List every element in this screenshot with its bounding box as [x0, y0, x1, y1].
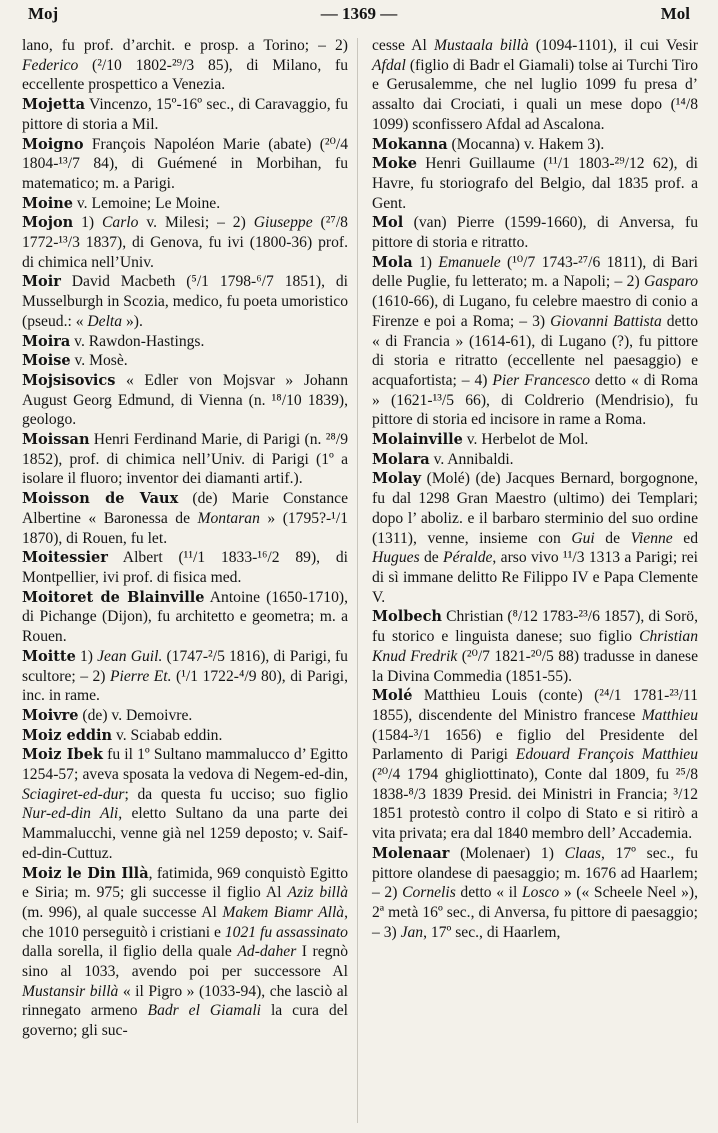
dictionary-entry — [372, 450, 698, 470]
left-column — [22, 36, 348, 1041]
entry-headword: Mol — [372, 214, 404, 232]
entry-text: , 17º sec., fu pittore olandese di paesaggio; m. 1676 ad Haarlem; – 2) — [372, 844, 698, 902]
column-divider — [357, 38, 358, 1123]
entry-text: , eletto Sultano da una parte dei Mammalucchi, venne già nel 1259 deposto; v. Saif-ed-din-Cuttuz. — [22, 805, 348, 862]
entry-text: (²⁷/8 1772-¹³/3 1837), di Genova, fu ivi (1800-36) prof. di chimica nell’Univ. — [22, 214, 348, 271]
entry-text: detto « di Roma » (1621-¹³/5 66), di Coldrerio (Mendrisio), fu pittore di storia ed incisore in rame a Roma. — [372, 371, 699, 429]
entry-text: lano, fu prof. d’archit. e prosp. a Torino; – 2) — [22, 37, 348, 54]
entry-italic-text: Aziz billà — [287, 884, 349, 902]
entry-italic-text: Makem Biamr Allà — [222, 903, 345, 921]
entry-text: (1610-66), di Lugano, fu celebre maestro di conio a Firenze e poi a Roma; – 3) — [372, 293, 698, 330]
entry-text: v. Milesi; – 2) — [138, 214, 254, 232]
dictionary-entry — [22, 95, 348, 134]
entry-italic-text: Mustansir billà — [22, 982, 119, 1000]
entry-text: v. Lemoine; Le Moine. — [73, 194, 221, 212]
entry-italic-text: Vienne — [630, 529, 673, 547]
entry-text: (Mocanna) v. Hakem 3). — [447, 135, 605, 153]
entry-text: François Napoléon Marie (abate) (²⁰/4 1804-¹³/7 84), di Guémené in Morbihan, fu matematico; m. a Parigi. — [22, 135, 348, 192]
entry-headword: Moise — [22, 352, 71, 370]
entry-text: ; da questa fu ucciso; suo figlio — [124, 785, 348, 803]
page-number: — 1369 — — [320, 4, 398, 23]
entry-headword: Moiz le Din Illà — [22, 864, 149, 882]
entry-headword: Mola — [372, 253, 413, 271]
entry-text: 1) — [75, 647, 98, 665]
entry-italic-text: Emanuele — [438, 253, 501, 271]
entry-headword: Moitte — [22, 647, 76, 665]
dictionary-entry — [372, 430, 698, 450]
entry-text: Antoine (1650-1710), di Pichange (Dijon), fu architetto e geometra; m. a Rouen. — [22, 588, 348, 646]
entry-text: de — [594, 529, 631, 547]
entry-text: fu il 1º Sultano mammalucco d’ Egitto 1254-57; aveva sposata la vedova di Negem-ed-din, — [22, 746, 348, 784]
dictionary-entry — [22, 489, 348, 548]
dictionary-entry — [22, 726, 348, 746]
entry-headword: Molara — [372, 450, 430, 468]
entry-italic-text: Cornelis — [402, 884, 456, 902]
dictionary-entry — [22, 647, 348, 706]
entry-italic-text: Péralde — [443, 549, 493, 567]
entry-italic-text: Afdal — [372, 56, 406, 74]
entry-text: David Macbeth (⁵/1 1798-⁶/7 1851), di Musselburgh in Scozia, medico, fu poeta umoristico (pseud.: « — [22, 273, 348, 330]
entry-text: Henri Ferdinand Marie, di Parigi (n. ²⁸/9 1852), prof. di chimica nell’Univ. di Parigi (1º a isolare il fluoro; inventor dei diamanti artif.). — [22, 431, 348, 488]
entry-italic-text: Sciagiret-ed-dur — [22, 785, 125, 803]
dictionary-entry — [22, 213, 348, 272]
entry-italic-text: Gasparo — [643, 273, 698, 291]
entry-italic-text: Ad-daher — [237, 943, 297, 961]
page-header — [14, 4, 704, 28]
entry-text: (¹/1 1722-⁴/9 80), di Parigi, inc. in rame. — [22, 667, 348, 705]
entry-headword: Molainville — [372, 431, 463, 449]
entry-text: (²⁰/4 1794 ghigliottinato), Conte dal 1809, fu ²⁵/8 1838-⁸/3 1839 Presid. dei Ministri in Francia; ³/12 1851 protestò contro il colpo di Stato e si ritirò a vita privata; era dal 1840 membro dell’ Accademia. — [372, 766, 698, 843]
entry-headword: Mojsisovics — [22, 371, 116, 389]
right-column — [372, 36, 698, 942]
dictionary-entry — [22, 371, 348, 430]
entry-text: , che 1010 perseguitò i cristiani e — [22, 903, 348, 941]
entry-headword: Mojetta — [22, 96, 85, 114]
entry-italic-text: 1021 fu assassinato — [224, 923, 348, 941]
entry-text: Albert (¹¹/1 1833-¹⁶/2 89), di Montpellier, ivi prof. di fisica med. — [22, 549, 348, 586]
entry-text: (figlio di Badr el Giamali) tolse ai Turchi Tiro e Gerusalemme, che nel luglio 1099 fu presa d’ assalto dai Crociati, i quali un mese dopo (¹⁴/8 1099) sconfissero Afdal ad Ascalona. — [372, 56, 698, 133]
dictionary-entry — [22, 745, 348, 863]
dictionary-entry — [22, 588, 348, 647]
dictionary-entry — [372, 686, 698, 844]
entry-text: « il Pigro » (1033-94), che lasciò al rinnegato armeno — [22, 982, 348, 1020]
entry-text: 1) — [412, 253, 439, 271]
entry-italic-text: Pierre Et. — [110, 667, 172, 685]
entry-text: (de) v. Demoivre. — [78, 706, 193, 724]
entry-italic-text: Giuseppe — [253, 214, 313, 232]
dictionary-entry — [372, 154, 698, 213]
entry-headword: Moivre — [22, 706, 79, 724]
entry-italic-text: Badr el Giamali — [147, 1002, 261, 1020]
entry-italic-text: Edouard François Matthieu — [515, 746, 698, 764]
entry-headword: Moine — [22, 194, 73, 212]
entry-text: Henri Guillaume (¹¹/1 1803-²⁹/12 62), di Havre, fu storiografo del Belgio, dal 1835 prof. a Gent. — [372, 155, 698, 212]
entry-text: , fatimida, 969 conquistò Egitto e Siria; m. 975; gli successe il figlio Al — [22, 864, 348, 902]
dictionary-entry — [22, 36, 348, 95]
entry-text: v. Sciabab eddin. — [112, 726, 223, 744]
entry-text: (¹⁰/7 1743-²⁷/6 1811), di Bari delle Puglie, fu letterato; m. a Napoli; – 2) — [372, 253, 698, 291]
entry-text: cesse Al — [372, 37, 434, 54]
entry-text: , arso vivo ¹¹/3 1313 a Parigi; rei di sì immane delitto Re Filippo IV e Papa Clemente V. — [372, 549, 698, 606]
entry-text: detto « il — [455, 884, 522, 902]
entry-italic-text: Nur-ed-din Ali — [22, 805, 119, 823]
entry-text: v. Mosè. — [70, 352, 128, 370]
entry-text: de — [419, 549, 444, 567]
header-right-guideword: Mol — [660, 4, 690, 23]
entry-headword: Molay — [372, 470, 422, 488]
entry-headword: Mojon — [22, 214, 74, 232]
dictionary-entry — [22, 864, 348, 1041]
dictionary-entry — [22, 548, 348, 587]
dictionary-entry — [22, 194, 348, 214]
dictionary-entry — [372, 135, 698, 155]
entry-italic-text: Christian Knud Fredrik — [372, 628, 698, 665]
entry-italic-text: Giovanni Battista — [550, 312, 662, 330]
entry-text: detto « di Francia » (1614-61), di Lugano (?), fu pittore di storia e ritratto (eccellente nel paesaggio) e acquafortista; – 4) — [372, 312, 698, 389]
entry-headword: Molé — [372, 687, 413, 705]
entry-headword: Moir — [22, 273, 61, 291]
entry-text: v. Rawdon-Hastings. — [70, 332, 205, 350]
entry-text: » (« Scheele Neel »), 2ª metà 16º sec., di Anversa, fu pittore di paesaggio; – 3) — [372, 884, 698, 941]
entry-text: Matthieu Louis (conte) (²⁴/1 1781-²³/11 1855), discendente del Ministro francese — [372, 687, 698, 724]
entry-italic-text: Montaran — [197, 509, 260, 527]
dictionary-entry — [22, 430, 348, 489]
dictionary-entry — [372, 844, 698, 943]
dictionary-entry — [22, 272, 348, 331]
entry-italic-text: Delta — [87, 312, 123, 330]
entry-italic-text: Losco — [521, 884, 560, 902]
entry-text: Christian (⁸/12 1783-²³/6 1857), di Sorö, fu storico e linguista danese; suo figlio — [372, 608, 698, 646]
entry-headword: Moira — [22, 332, 71, 350]
entry-text: »). — [122, 312, 143, 330]
dictionary-entry — [372, 213, 698, 252]
entry-headword: Moke — [372, 155, 417, 173]
entry-italic-text: Matthieu — [641, 706, 698, 724]
entry-text: (²/10 1802-²⁹/3 85), di Milano, fu eccellente prospettico a Venezia. — [22, 56, 348, 94]
entry-text: (Molé) (de) Jacques Bernard, borgognone, fu dal 1298 Gran Maestro (ultimo) dei Templari; dopo l’ aboliz. e il barbaro sterminio del suo ordine (1311), venne, insieme con — [372, 470, 698, 547]
entry-italic-text: Pier Francesco — [492, 371, 590, 389]
dictionary-entry — [22, 351, 348, 371]
entry-italic-text: Carlo — [102, 214, 139, 232]
dictionary-entry — [372, 469, 698, 607]
entry-italic-text: Gui — [571, 529, 595, 547]
dictionary-entry — [372, 36, 698, 135]
entry-text: v. Herbelot de Mol. — [462, 431, 589, 449]
entry-text: I regnò sino al 1033, avendo poi per successore Al — [22, 943, 349, 981]
entry-text: (1094-1101), il cui Vesir — [528, 37, 698, 54]
entry-text: « Edler von Mojsvar » Johann August Georg Edmund, di Vienna (n. ¹⁸/10 1839), geologo. — [22, 371, 348, 429]
entry-italic-text: Jean Guil. — [97, 647, 163, 665]
entry-headword: Moigno — [22, 135, 84, 153]
entry-text: (1584-³/1 1656) e figlio del Presidente del Parlamento di Parigi — [372, 726, 698, 764]
entry-text: Vincenzo, 15º-16º sec., di Caravaggio, fu pittore di storia a Mil. — [22, 96, 348, 133]
entry-text: (1747-²/5 1816), di Parigi, fu scultore; – 2) — [22, 647, 348, 685]
entry-headword: Moiz eddin — [22, 726, 113, 744]
entry-text: v. Annibaldi. — [429, 450, 514, 468]
entry-headword: Molbech — [372, 608, 442, 626]
dictionary-entry — [372, 607, 698, 686]
dictionary-entry — [22, 332, 348, 352]
entry-headword: Moisson de Vaux — [22, 490, 179, 508]
dictionary-entry — [372, 253, 698, 430]
entry-italic-text: Jan — [400, 923, 424, 941]
entry-text: 1) — [73, 214, 103, 232]
entry-italic-text: Federico — [22, 56, 79, 74]
entry-headword: Molenaar — [372, 844, 450, 862]
entry-text: , 17º sec., di Haarlem, — [423, 923, 561, 941]
entry-headword: Moiz Ibek — [22, 746, 103, 764]
entry-headword: Mokanna — [372, 135, 448, 153]
entry-italic-text: Mustaala billà — [433, 37, 529, 54]
entry-text: (Molenaer) 1) — [449, 844, 565, 862]
dictionary-entry — [22, 135, 348, 194]
header-left-guideword: Moj — [28, 4, 59, 23]
entry-text: (²⁰/7 1821-²⁰/5 88) tradusse in danese la Divina Commedia (1851-55). — [372, 647, 698, 685]
entry-text: (de) Marie Constance Albertine « Baronessa de — [22, 490, 348, 527]
entry-text: (m. 996), al quale successe Al — [22, 903, 223, 921]
entry-text: la cura del governo; gli suc- — [22, 1002, 348, 1040]
entry-italic-text: Claas — [564, 844, 601, 862]
entry-headword: Moitessier — [22, 549, 108, 567]
entry-text: » (1795?-¹/1 1870), di Rouen, fu let. — [22, 509, 348, 547]
entry-headword: Moissan — [22, 431, 90, 449]
entry-italic-text: Hugues — [372, 549, 420, 567]
entry-text: ed — [672, 529, 699, 547]
entry-text: dalla sorella, il figlio della quale — [22, 943, 238, 961]
entry-text: (van) Pierre (1599-1660), di Anversa, fu pittore di storia e ritratto. — [372, 214, 698, 252]
entry-headword: Moitoret de Blainville — [22, 588, 205, 606]
dictionary-entry — [22, 706, 348, 726]
